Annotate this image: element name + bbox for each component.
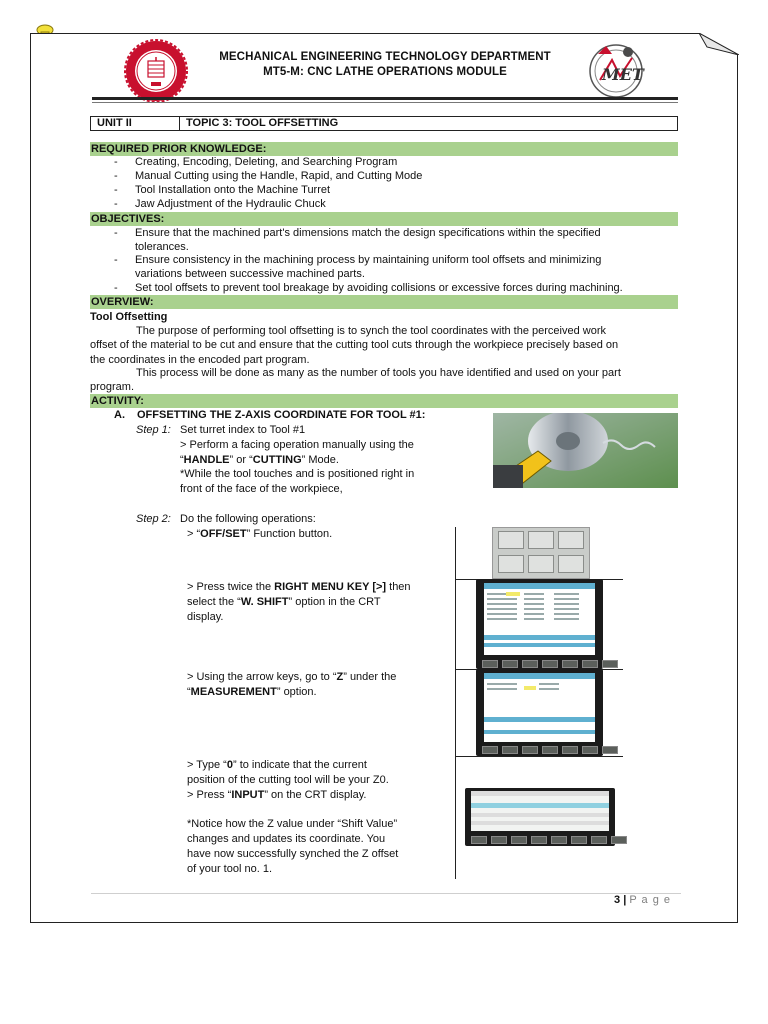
graph-key[interactable] [558,555,584,573]
system-key[interactable] [498,555,524,573]
op4-line4: *Notice how the Z value under “Shift Value” [187,818,398,830]
op4-line2: position of the cutting tool will be your Z0. [187,774,389,786]
crt-input-screenshot [465,788,615,846]
op3-line1: > Using the arrow keys, go to “Z” under the [187,671,397,683]
op2-line1: > Press twice the RIGHT MENU KEY [>] then [187,581,411,593]
op4-line3: > Press “INPUT” on the CRT display. [187,789,367,801]
section-letter: A. [114,409,125,421]
header-rule-thin [92,102,678,103]
step1-line5: front of the face of the workpiece, [180,483,343,495]
step2-label: Step 2: [136,513,171,525]
crt-screen [471,791,609,831]
offset-setting-key[interactable] [558,531,584,549]
step2-text: Do the following operations: [180,513,316,525]
op2-line3: display. [187,611,224,623]
page-number-footer: 3 | P a g e [614,894,671,906]
header-rule [92,97,678,100]
module-title: MT5-M: CNC LATHE OPERATIONS MODULE [263,66,507,78]
crt-soft-keys [482,746,618,754]
crt-wshift-screenshot [476,579,603,669]
met-department-logo [582,40,648,100]
crt-measurement-screenshot [476,669,603,756]
footer-rule [91,893,681,894]
section-title: OFFSETTING THE Z-AXIS COORDINATE FOR TOOL #1: [137,409,426,421]
svg-text:MET: MET [602,65,644,84]
op1-text: > “OFF/SET” Function button. [187,528,333,540]
message-key[interactable] [528,555,554,573]
activity-heading: ACTIVITY: [90,394,678,408]
op4-line5: changes and updates its coordinate. You [187,833,386,845]
unit-label: UNIT II [91,117,180,130]
page-fold-corner [699,33,739,55]
department-title: MECHANICAL ENGINEERING TECHNOLOGY DEPARTMENT [219,51,551,63]
function-keys-panel [492,527,590,579]
step1-line2: > Perform a facing operation manually using the [180,439,414,451]
op3-line2: “MEASUREMENT” option. [187,686,317,698]
op4-line1: > Type “0” to indicate that the current [187,759,367,771]
step1-label: Step 1: [136,424,171,436]
crt-soft-keys [482,660,618,668]
overview-subheading: Tool Offsetting [90,311,168,323]
unit-topic-table [90,116,678,131]
step1-text: Set turret index to Tool #1 [180,424,306,436]
row-divider [455,756,623,757]
crt-screen [484,673,595,742]
university-seal-logo [124,39,188,103]
prog-key[interactable] [528,531,554,549]
pos-key[interactable] [498,531,524,549]
objectives-heading: OBJECTIVES: [90,212,678,226]
overview-heading: OVERVIEW: [90,295,678,309]
prior-knowledge-heading: REQUIRED PRIOR KNOWLEDGE: [90,142,678,156]
lathe-cutting-photo [493,413,678,488]
op4-line7: of your tool no. 1. [187,863,272,875]
overview-paragraph-2: This process will be done as many as the number of tools you have identified and used on your part program. [90,367,621,394]
step1-line4: *While the tool touches and is positioned right in [180,468,415,480]
crt-soft-keys [471,836,627,844]
overview-paragraph-1: The purpose of performing tool offsetting is to synch the tool coordinates with the perceived work offset of the material to be cut and ensure that the cutting tool cuts through the workpiece precisely based on the coordinates in the encoded part program. [90,325,619,366]
op4-line6: have now successfully synched the Z offset [187,848,399,860]
topic-label: TOPIC 3: TOOL OFFSETTING [186,117,339,129]
op2-line2: select the “W. SHIFT” option in the CRT [187,596,381,608]
crt-screen [484,583,595,655]
step1-line3: “HANDLE” or “CUTTING” Mode. [180,454,339,466]
